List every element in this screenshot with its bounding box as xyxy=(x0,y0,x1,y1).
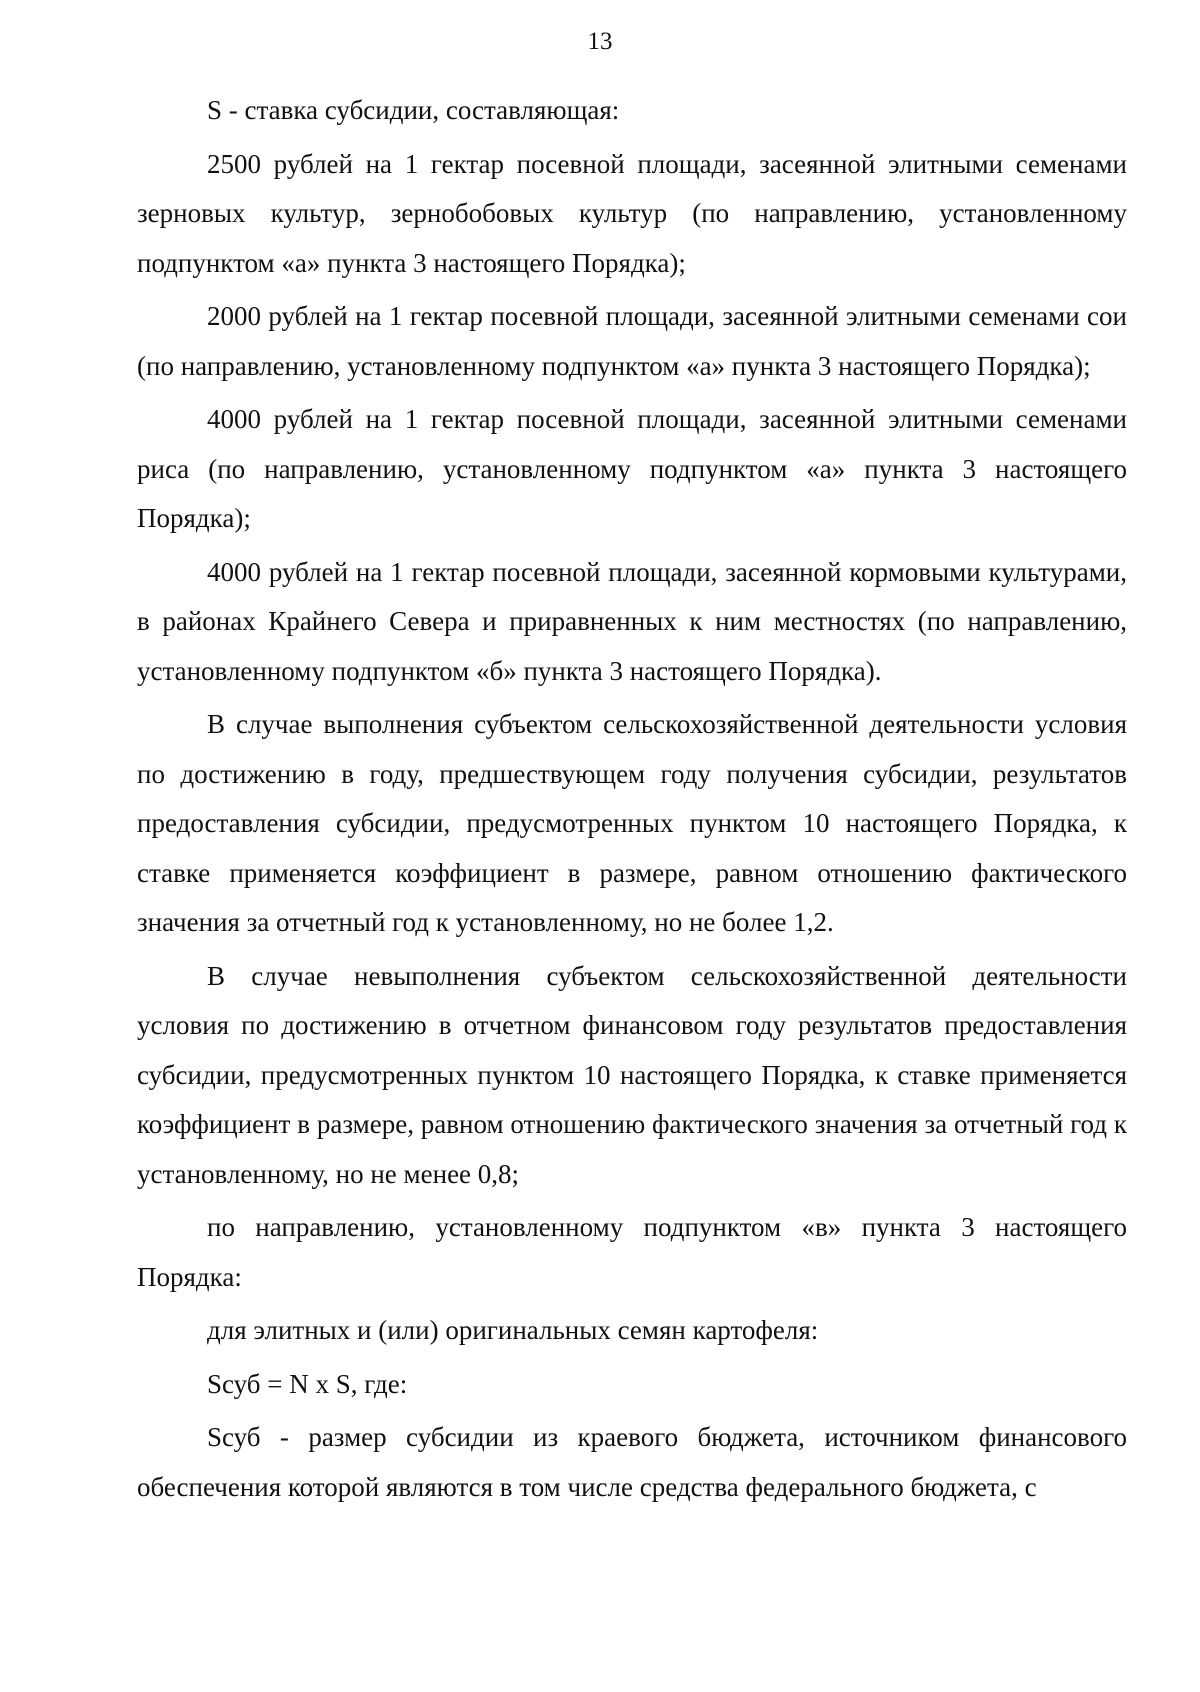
paragraph-rate-fodder: 4000 рублей на 1 гектар посевной площади, засеянной кормовыми культурами, в районах Крайнего Севера и приравненных к ним местностях (по направлению, установленному подпунктом «б» пункта 3 настоящего Порядка). xyxy=(137,556,1127,686)
paragraph-potato-seeds: для элитных и (или) оригинальных семян картофеля: xyxy=(207,1315,819,1345)
paragraph-direction-v: по направлению, установленному подпунктом «в» пункта 3 настоящего Порядка: xyxy=(137,1212,1127,1292)
paragraph-rate-grain: 2500 рублей на 1 гектар посевной площади, засеянной элитными семенами зерновых культур, зернобобовых культур (по направлению, установленному подпунктом «а» пункта 3 настоящего Порядка); xyxy=(137,148,1127,278)
paragraph-coefficient-decrease: В случае невыполнения субъектом сельскохозяйственной деятельности условия по достижению в отчетном финансовом году результатов предоставления субсидии, предусмотренных пунктом 10 настоящего Порядка, к ставке применяется коэффициент в размере, равном отношению фактического значения за отчетный год к установленному, но не менее 0,8; xyxy=(137,960,1127,1189)
paragraph-rate-soy: 2000 рублей на 1 гектар посевной площади, засеянной элитными семенами сои (по направлению, установленному подпунктом «а» пункта 3 настоящего Порядка); xyxy=(137,301,1127,381)
paragraph-coefficient-increase: В случае выполнения субъектом сельскохозяйственной деятельности условия по достижению в году, предшествующем году получения субсидии, результатов предоставления субсидии, предусмотренных пунктом 10 настоящего Порядка, к ставке применяется коэффициент в размере, равном отношению фактического значения за отчетный год к установленному, но не более 1,2. xyxy=(137,709,1127,937)
paragraph-rate-rice: 4000 рублей на 1 гектар посевной площади, засеянной элитными семенами риса (по направлению, установленному подпунктом «а» пункта 3 настоящего Порядка); xyxy=(137,404,1127,533)
paragraph-subsidy-definition: Sсуб - размер субсидии из краевого бюджета, источником финансового обеспечения которой являются в том числе средства федерального бюджета, с xyxy=(137,1422,1127,1502)
page-number: 13 xyxy=(587,28,613,55)
paragraph-subsidy-rate-intro: S - ставка субсидии, составляющая: xyxy=(207,95,620,125)
paragraph-formula: Sсуб = N x S, где: xyxy=(207,1368,408,1399)
document-body xyxy=(137,86,1127,1512)
